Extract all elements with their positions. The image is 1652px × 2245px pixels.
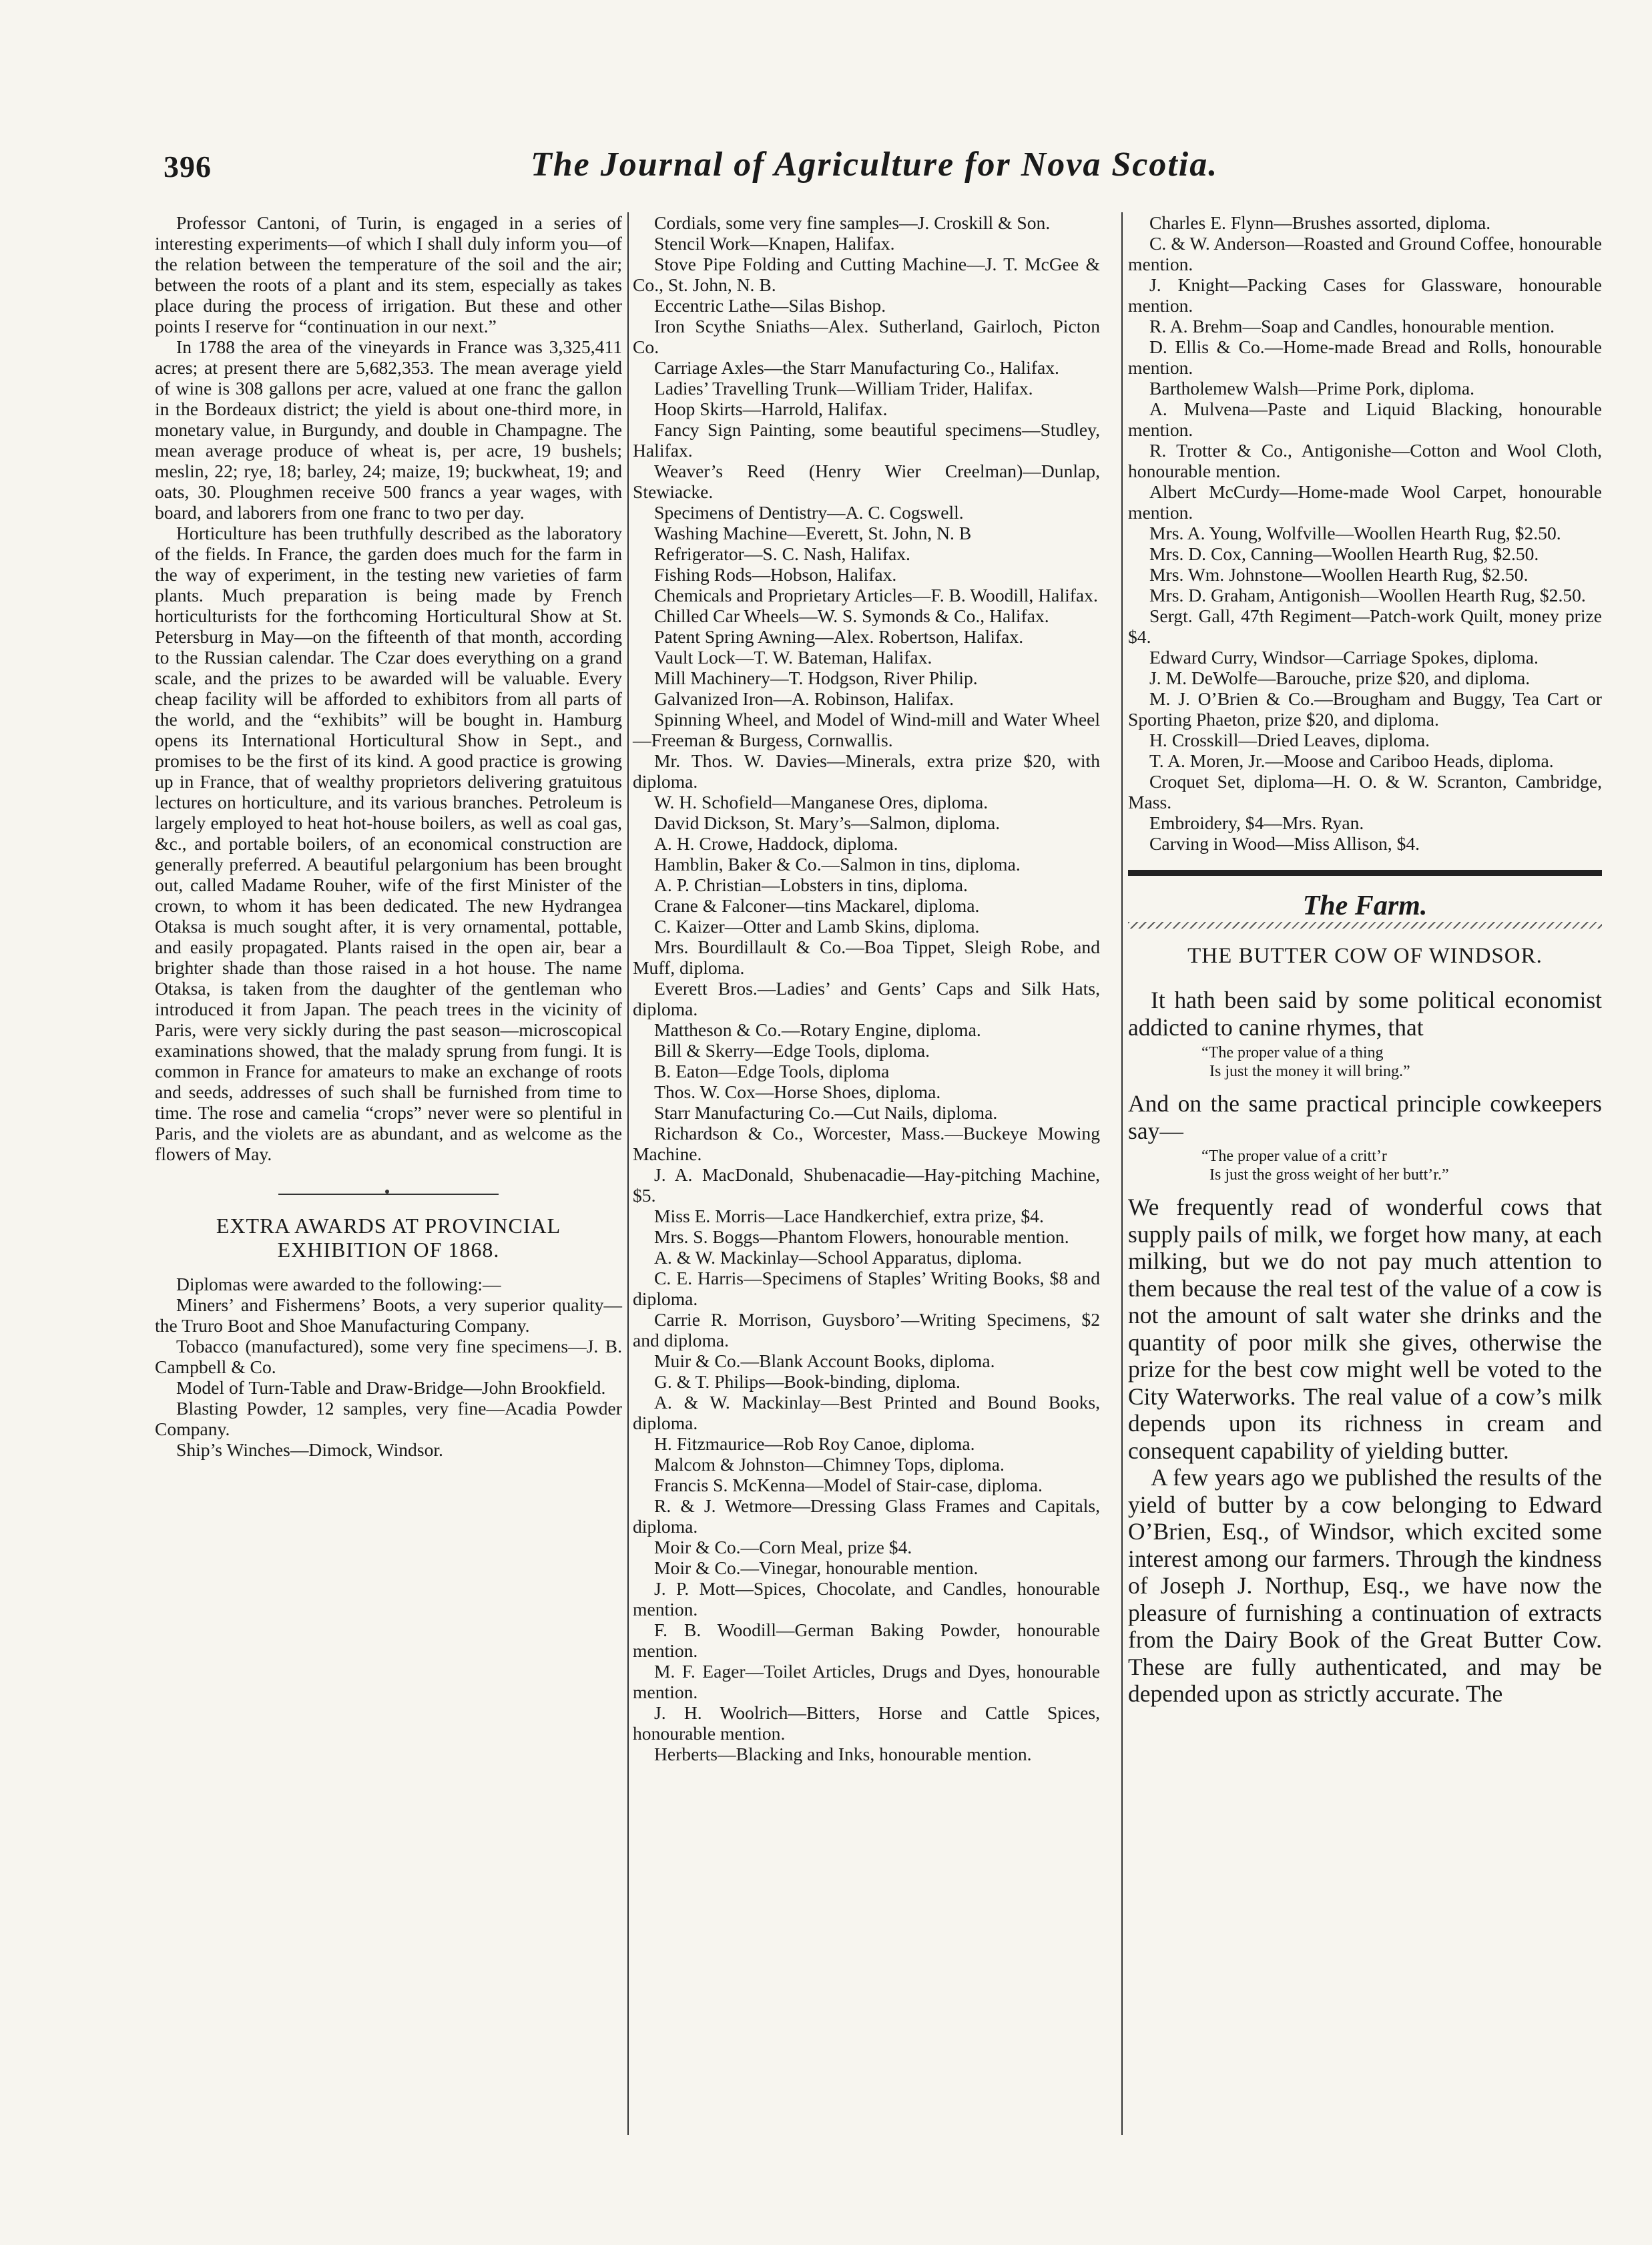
award-entry: M. J. O’Brien & Co.—Brougham and Buggy, Tea Cart or Sporting Phaeton, prize $20, and diploma. — [1128, 688, 1602, 730]
award-entry: Muir & Co.—Blank Account Books, diploma. — [654, 1350, 995, 1371]
award-entry: H. Fitzmaurice—Rob Roy Canoe, diploma. — [654, 1433, 975, 1454]
award-entry: Moir & Co.—Corn Meal, prize $4. — [654, 1537, 912, 1557]
award-entry: Fishing Rods—Hobson, Halifax. — [654, 564, 897, 585]
award-entry: Specimens of Dentistry—A. C. Cogswell. — [654, 502, 964, 523]
award-list — [1128, 212, 1602, 854]
award-entry: Mrs. S. Boggs—Phantom Flowers, honourable mention. — [654, 1226, 1069, 1247]
award-entry: A. Mulvena—Paste and Liquid Blacking, honourable mention. — [1128, 399, 1602, 440]
award-entry: R. & J. Wetmore—Dressing Glass Frames and Capitals, diploma. — [633, 1495, 1100, 1537]
page-number: 396 — [164, 150, 212, 184]
award-entry: Crane & Falconer—tins Mackarel, diploma. — [654, 895, 980, 916]
award-entry: Mrs. D. Graham, Antigonish—Woollen Hearth Rug, $2.50. — [1149, 585, 1586, 605]
award-entry: T. A. Moren, Jr.—Moose and Cariboo Heads, diploma. — [1149, 750, 1554, 771]
award-entry: Tobacco (manufactured), some very fine specimens—J. B. Campbell & Co. — [155, 1336, 622, 1377]
award-entry: Carving in Wood—Miss Allison, $4. — [1149, 833, 1420, 854]
award-entry: C. E. Harris—Specimens of Staples’ Writing Books, $8 and diploma. — [633, 1268, 1100, 1309]
award-entry: Mrs. Bourdillault & Co.—Boa Tippet, Sleigh Robe, and Muff, diploma. — [633, 937, 1100, 978]
award-entry: J. A. MacDonald, Shubenacadie—Hay-pitching Machine, $5. — [633, 1164, 1100, 1206]
award-entry: Albert McCurdy—Home-made Wool Carpet, honourable mention. — [1128, 481, 1602, 523]
award-entry: A. & W. Mackinlay—School Apparatus, diploma. — [654, 1247, 1023, 1268]
award-entry: Ship’s Winches—Dimock, Windsor. — [176, 1439, 443, 1460]
award-entry: Croquet Set, diploma—H. O. & W. Scranton, Cambridge, Mass. — [1128, 771, 1602, 812]
paragraph: Professor Cantoni, of Turin, is engaged in a series of interesting experiments—of which I shall duly inform you—of the relation between the temperature of the soil and the air; between the roots of a plant and its stem, especially as takes place during the process of irrigation. But these and other points I reserve for “continuation in our next.” — [155, 212, 622, 336]
award-entry: Mattheson & Co.—Rotary Engine, diploma. — [654, 1019, 981, 1040]
award-entry: Bartholemew Walsh—Prime Pork, diploma. — [1149, 378, 1474, 399]
verse-line: “The proper value of a critt’r — [1201, 1148, 1387, 1165]
award-entry: Carrie R. Morrison, Guysboro’—Writing Specimens, $2 and diploma. — [633, 1309, 1100, 1350]
farm-section-heading: The Farm. — [1302, 891, 1428, 921]
award-entry: Charles E. Flynn—Brushes assorted, diploma. — [1149, 212, 1491, 233]
verse-line: “The proper value of a thing — [1201, 1044, 1384, 1061]
award-entry: Weaver’s Reed (Henry Wier Creelman)—Dunlap, Stewiacke. — [633, 461, 1100, 502]
award-entry: Iron Scythe Sniaths—Alex. Sutherland, Gairloch, Picton Co. — [633, 316, 1100, 357]
award-entry: Francis S. McKenna—Model of Stair-case, diploma. — [654, 1475, 1043, 1495]
award-entry: A. H. Crowe, Haddock, diploma. — [654, 833, 898, 854]
article-paragraph: And on the same practical principle cowkeepers say— — [1128, 1090, 1602, 1144]
award-entry: Chilled Car Wheels—W. S. Symonds & Co., Halifax. — [654, 605, 1049, 626]
award-entry: Spinning Wheel, and Model of Wind-mill and Water Wheel—Freeman & Burgess, Cornwallis. — [633, 709, 1100, 750]
award-entry: Hoop Skirts—Harrold, Halifax. — [654, 399, 888, 419]
award-entry: Everett Bros.—Ladies’ and Gents’ Caps and Silk Hats, diploma. — [633, 978, 1100, 1019]
award-entry: Embroidery, $4—Mrs. Ryan. — [1149, 812, 1364, 833]
award-entry: G. & T. Philips—Book-binding, diploma. — [654, 1371, 960, 1392]
journal-title: The Journal of Agriculture for Nova Scotia. — [531, 146, 1219, 184]
ornamental-rule — [1128, 922, 1602, 929]
award-entry: Stove Pipe Folding and Cutting Machine—J. T. McGee & Co., St. John, N. B. — [633, 254, 1100, 295]
column-middle — [633, 212, 1100, 1764]
award-entry: J. P. Mott—Spices, Chocolate, and Candles, honourable mention. — [633, 1578, 1100, 1619]
verse-quote — [1128, 1043, 1602, 1081]
section-divider — [278, 1194, 499, 1195]
award-entry: Eccentric Lathe—Silas Bishop. — [654, 295, 886, 316]
award-entry: Mrs. Wm. Johnstone—Woollen Hearth Rug, $2.50. — [1149, 564, 1529, 585]
award-entry: C. Kaizer—Otter and Lamb Skins, diploma. — [654, 916, 980, 937]
award-entry: Blasting Powder, 12 samples, very fine—Acadia Powder Company. — [155, 1398, 622, 1439]
column-right — [1128, 212, 1602, 1708]
award-entry: Hamblin, Baker & Co.—Salmon in tins, diploma. — [654, 854, 1021, 875]
award-entry: Refrigerator—S. C. Nash, Halifax. — [654, 543, 910, 564]
award-entry: Miss E. Morris—Lace Handkerchief, extra prize, $4. — [654, 1206, 1044, 1226]
award-entry: Cordials, some very fine samples—J. Croskill & Son. — [654, 212, 1051, 233]
award-entry: David Dickson, St. Mary’s—Salmon, diploma. — [654, 812, 1001, 833]
award-entry: Richardson & Co., Worcester, Mass.—Buckeye Mowing Machine. — [633, 1123, 1100, 1164]
article-paragraph: It hath been said by some political economist addicted to canine rhymes, that — [1128, 987, 1602, 1041]
award-entry: Fancy Sign Painting, some beautiful specimens—Studley, Halifax. — [633, 419, 1100, 461]
award-entry: Washing Machine—Everett, St. John, N. B — [654, 523, 972, 543]
award-entry: Starr Manufacturing Co.—Cut Nails, diploma. — [654, 1102, 998, 1123]
award-entry: J. Knight—Packing Cases for Glassware, honourable mention. — [1128, 274, 1602, 316]
section-heading: EXTRA AWARDS AT PROVINCIAL EXHIBITION OF 1868. — [216, 1214, 561, 1262]
award-entry: R. Trotter & Co., Antigonishe—Cotton and Wool Cloth, honourable mention. — [1128, 440, 1602, 481]
section-divider — [1128, 870, 1602, 876]
award-entry: Chemicals and Proprietary Articles—F. B. Woodill, Halifax. — [654, 585, 1098, 605]
award-entry: H. Crosskill—Dried Leaves, diploma. — [1149, 730, 1430, 750]
award-entry: Thos. W. Cox—Horse Shoes, diploma. — [654, 1081, 941, 1102]
award-entry: Galvanized Iron—A. Robinson, Halifax. — [654, 688, 954, 709]
column-divider — [1121, 212, 1123, 2135]
award-entry: Mill Machinery—T. Hodgson, River Philip. — [654, 668, 978, 688]
award-entry: J. H. Woolrich—Bitters, Horse and Cattle Spices, honourable mention. — [633, 1702, 1100, 1744]
page-header — [157, 137, 1539, 197]
article-paragraph: We frequently read of wonderful cows that supply pails of milk, we forget how many, at each milking, but we do not pay much attention to them because the real test of the value of a cow is not the amount of salt water she drinks and the quantity of poor milk she gives, otherwise the prize for the best cow might well be voted to the City Waterworks. The real value of a cow’s milk depends upon its richness in cream and consequent capability of yielding butter. — [1128, 1194, 1602, 1464]
award-entry: W. H. Schofield—Manganese Ores, diploma. — [654, 792, 989, 812]
award-entry: A. P. Christian—Lobsters in tins, diploma. — [654, 875, 968, 895]
award-entry: Patent Spring Awning—Alex. Robertson, Halifax. — [654, 626, 1024, 647]
award-entry: Herberts—Blacking and Inks, honourable mention. — [654, 1744, 1032, 1764]
verse-line: Is just the gross weight of her butt’r.” — [1209, 1166, 1449, 1184]
award-entry: M. F. Eager—Toilet Articles, Drugs and Dyes, honourable mention. — [633, 1661, 1100, 1702]
award-entry: Miners’ and Fishermens’ Boots, a very superior quality—the Truro Boot and Shoe Manufacturing Company. — [155, 1294, 622, 1336]
column-left — [155, 212, 622, 1460]
award-entry: Vault Lock—T. W. Bateman, Halifax. — [654, 647, 932, 668]
award-entry: J. M. DeWolfe—Barouche, prize $20, and diploma. — [1149, 668, 1531, 688]
award-entry: R. A. Brehm—Soap and Candles, honourable mention. — [1149, 316, 1555, 336]
award-entry: Bill & Skerry—Edge Tools, diploma. — [654, 1040, 930, 1061]
award-entry: Ladies’ Travelling Trunk—William Trider, Halifax. — [654, 378, 1033, 399]
paragraph: Horticulture has been truthfully described as the laboratory of the fields. In France, the garden does much for the farm in the way of experiment, in the testing new varieties of farm plants. Much preparation is being made by French horticulturists for the forthcoming Horticultural Show at St. Petersburg in May—on the fifteenth of that month, according to the Russian calendar. The Czar does everything on a grand scale, and the prizes to be awarded will be valuable. Every cheap facility will be afforded to exhibitors from all parts of the world, and the “exhibits” will be bought in. Hamburg opens its International Horticultural Show in Sept., and promises to be the first of its kind. A good practice is growing up in France, that of wealthy proprietors delivering gratuitous lectures on horticulture, and its various branches. Petroleum is largely employed to heat hot-house boilers, as well as coal gas, &c., and portable boilers, of an economical construction are generally preferred. A beautiful pelargonium has been brought out, called Madame Rouher, wife of the first Minister of the crown, to whom it has been dedicated. The new Hydrangea Otaksa is much sought after, it is very ornamental, pottable, and easily propagated. Plants raised in the open air, bear a brighter shade than those raised in a hot house. The name Otaksa, is taken from the daughter of the gentleman who introduced it from Japan. The peach trees in the vicinity of Paris, were very sickly during the past season—microscopical examinations showed, that the malady sprung from fungi. It is common in France for amateurs to make an exchange of roots and seeds, addresses of such shall be furnished from time to time. The rose and camelia “crops” never were so plentiful in Paris, and the violets are as abundant, and as welcome as the flowers of May. — [155, 523, 622, 1164]
verse-line: Is just the money it will bring.” — [1209, 1063, 1410, 1080]
award-entry: Mrs. D. Cox, Canning—Woollen Hearth Rug, $2.50. — [1149, 543, 1539, 564]
award-entry: Mrs. A. Young, Wolfville—Woollen Hearth Rug, $2.50. — [1149, 523, 1561, 543]
award-entry: Malcom & Johnston—Chimney Tops, diploma. — [654, 1454, 1005, 1475]
award-entry: Edward Curry, Windsor—Carriage Spokes, diploma. — [1149, 647, 1539, 668]
verse-quote — [1128, 1147, 1602, 1184]
award-entry: Mr. Thos. W. Davies—Minerals, extra prize $20, with diploma. — [633, 750, 1100, 792]
award-entry: Carriage Axles—the Starr Manufacturing Co., Halifax. — [654, 357, 1059, 378]
paragraph: In 1788 the area of the vineyards in France was 3,325,411 acres; at present there are 5,682,353. The mean average yield of wine is 308 gallons per acre, valued at one franc the gallon in the Bordeaux district; the yield is about one-third more, in monetary value, in Burgundy, and double in Champagne. The mean average produce of wheat is, per acre, 19 bushels; meslin, 22; rye, 18; barley, 24; maize, 19; buckwheat, 19; and oats, 30. Ploughmen receive 500 francs a year wages, with board, and laborers from one franc to two per day. — [155, 336, 622, 523]
award-entry: Model of Turn-Table and Draw-Bridge—John Brookfield. — [176, 1377, 606, 1398]
award-entry: F. B. Woodill—German Baking Powder, honourable mention. — [633, 1619, 1100, 1661]
award-entry: Moir & Co.—Vinegar, honourable mention. — [654, 1557, 979, 1578]
article-heading: THE BUTTER COW OF WINDSOR. — [1187, 944, 1543, 968]
award-entry: Sergt. Gall, 47th Regiment—Patch-work Quilt, money prize $4. — [1128, 605, 1602, 647]
article-paragraph: A few years ago we published the results of the yield of butter by a cow belonging to Edward O’Brien, Esq., of Windsor, which excited some interest among our farmers. Through the kindness of Joseph J. Northup, Esq., we have now the pleasure of furnishing a continuation of extracts from the Dairy Book of the Great Butter Cow. These are fully authenticated, and may be depended upon as strictly accurate. The — [1128, 1464, 1602, 1707]
award-entry: Stencil Work—Knapen, Halifax. — [654, 233, 895, 254]
award-entry: A. & W. Mackinlay—Best Printed and Bound Books, diploma. — [633, 1392, 1100, 1433]
award-entry: C. & W. Anderson—Roasted and Ground Coffee, honourable mention. — [1128, 233, 1602, 274]
awards-intro: Diplomas were awarded to the following:— — [176, 1274, 501, 1294]
award-entry: B. Eaton—Edge Tools, diploma — [654, 1061, 890, 1081]
column-divider — [627, 212, 629, 2135]
award-entry: D. Ellis & Co.—Home-made Bread and Rolls, honourable mention. — [1128, 336, 1602, 378]
